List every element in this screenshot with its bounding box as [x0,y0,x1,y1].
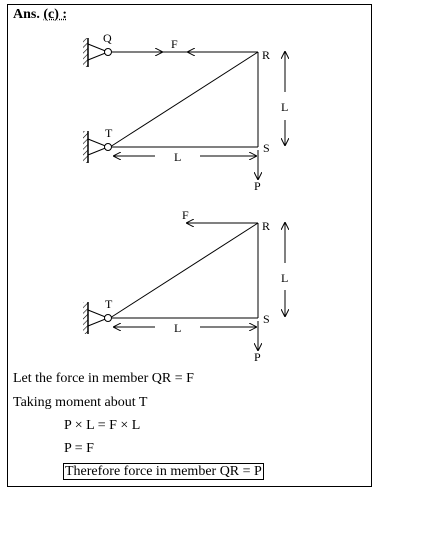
label-f: F [171,37,178,51]
label-l-vertical: L [281,100,289,114]
boxed-answer: Therefore force in member QR = P [65,464,262,479]
answer-option: (c) : [43,7,68,22]
label-p: P [254,350,261,364]
solution-line-1: Let the force in member QR = F [13,371,194,386]
label-p: P [254,179,261,193]
label-s: S [263,141,270,155]
solution-conclusion [63,464,264,480]
solution-equation-1: P × L = F × L [64,418,141,433]
figure-2-truss [83,208,288,364]
label-s: S [263,312,270,326]
label-l-horizontal: L [174,150,182,164]
member-tr [110,52,258,147]
answer-prefix: Ans. [13,7,44,22]
label-l-horizontal: L [174,321,182,335]
solution-line-2: Taking moment about T [13,395,148,410]
solution-equation-2: P = F [64,441,94,456]
label-r: R [262,219,271,233]
label-f: F [182,208,189,222]
label-q: Q [103,31,112,45]
member-tr [110,223,258,318]
figure-1-truss [83,31,288,193]
label-l-vertical: L [281,271,289,285]
label-r: R [262,48,271,62]
label-t: T [105,126,113,140]
label-t: T [105,297,113,311]
